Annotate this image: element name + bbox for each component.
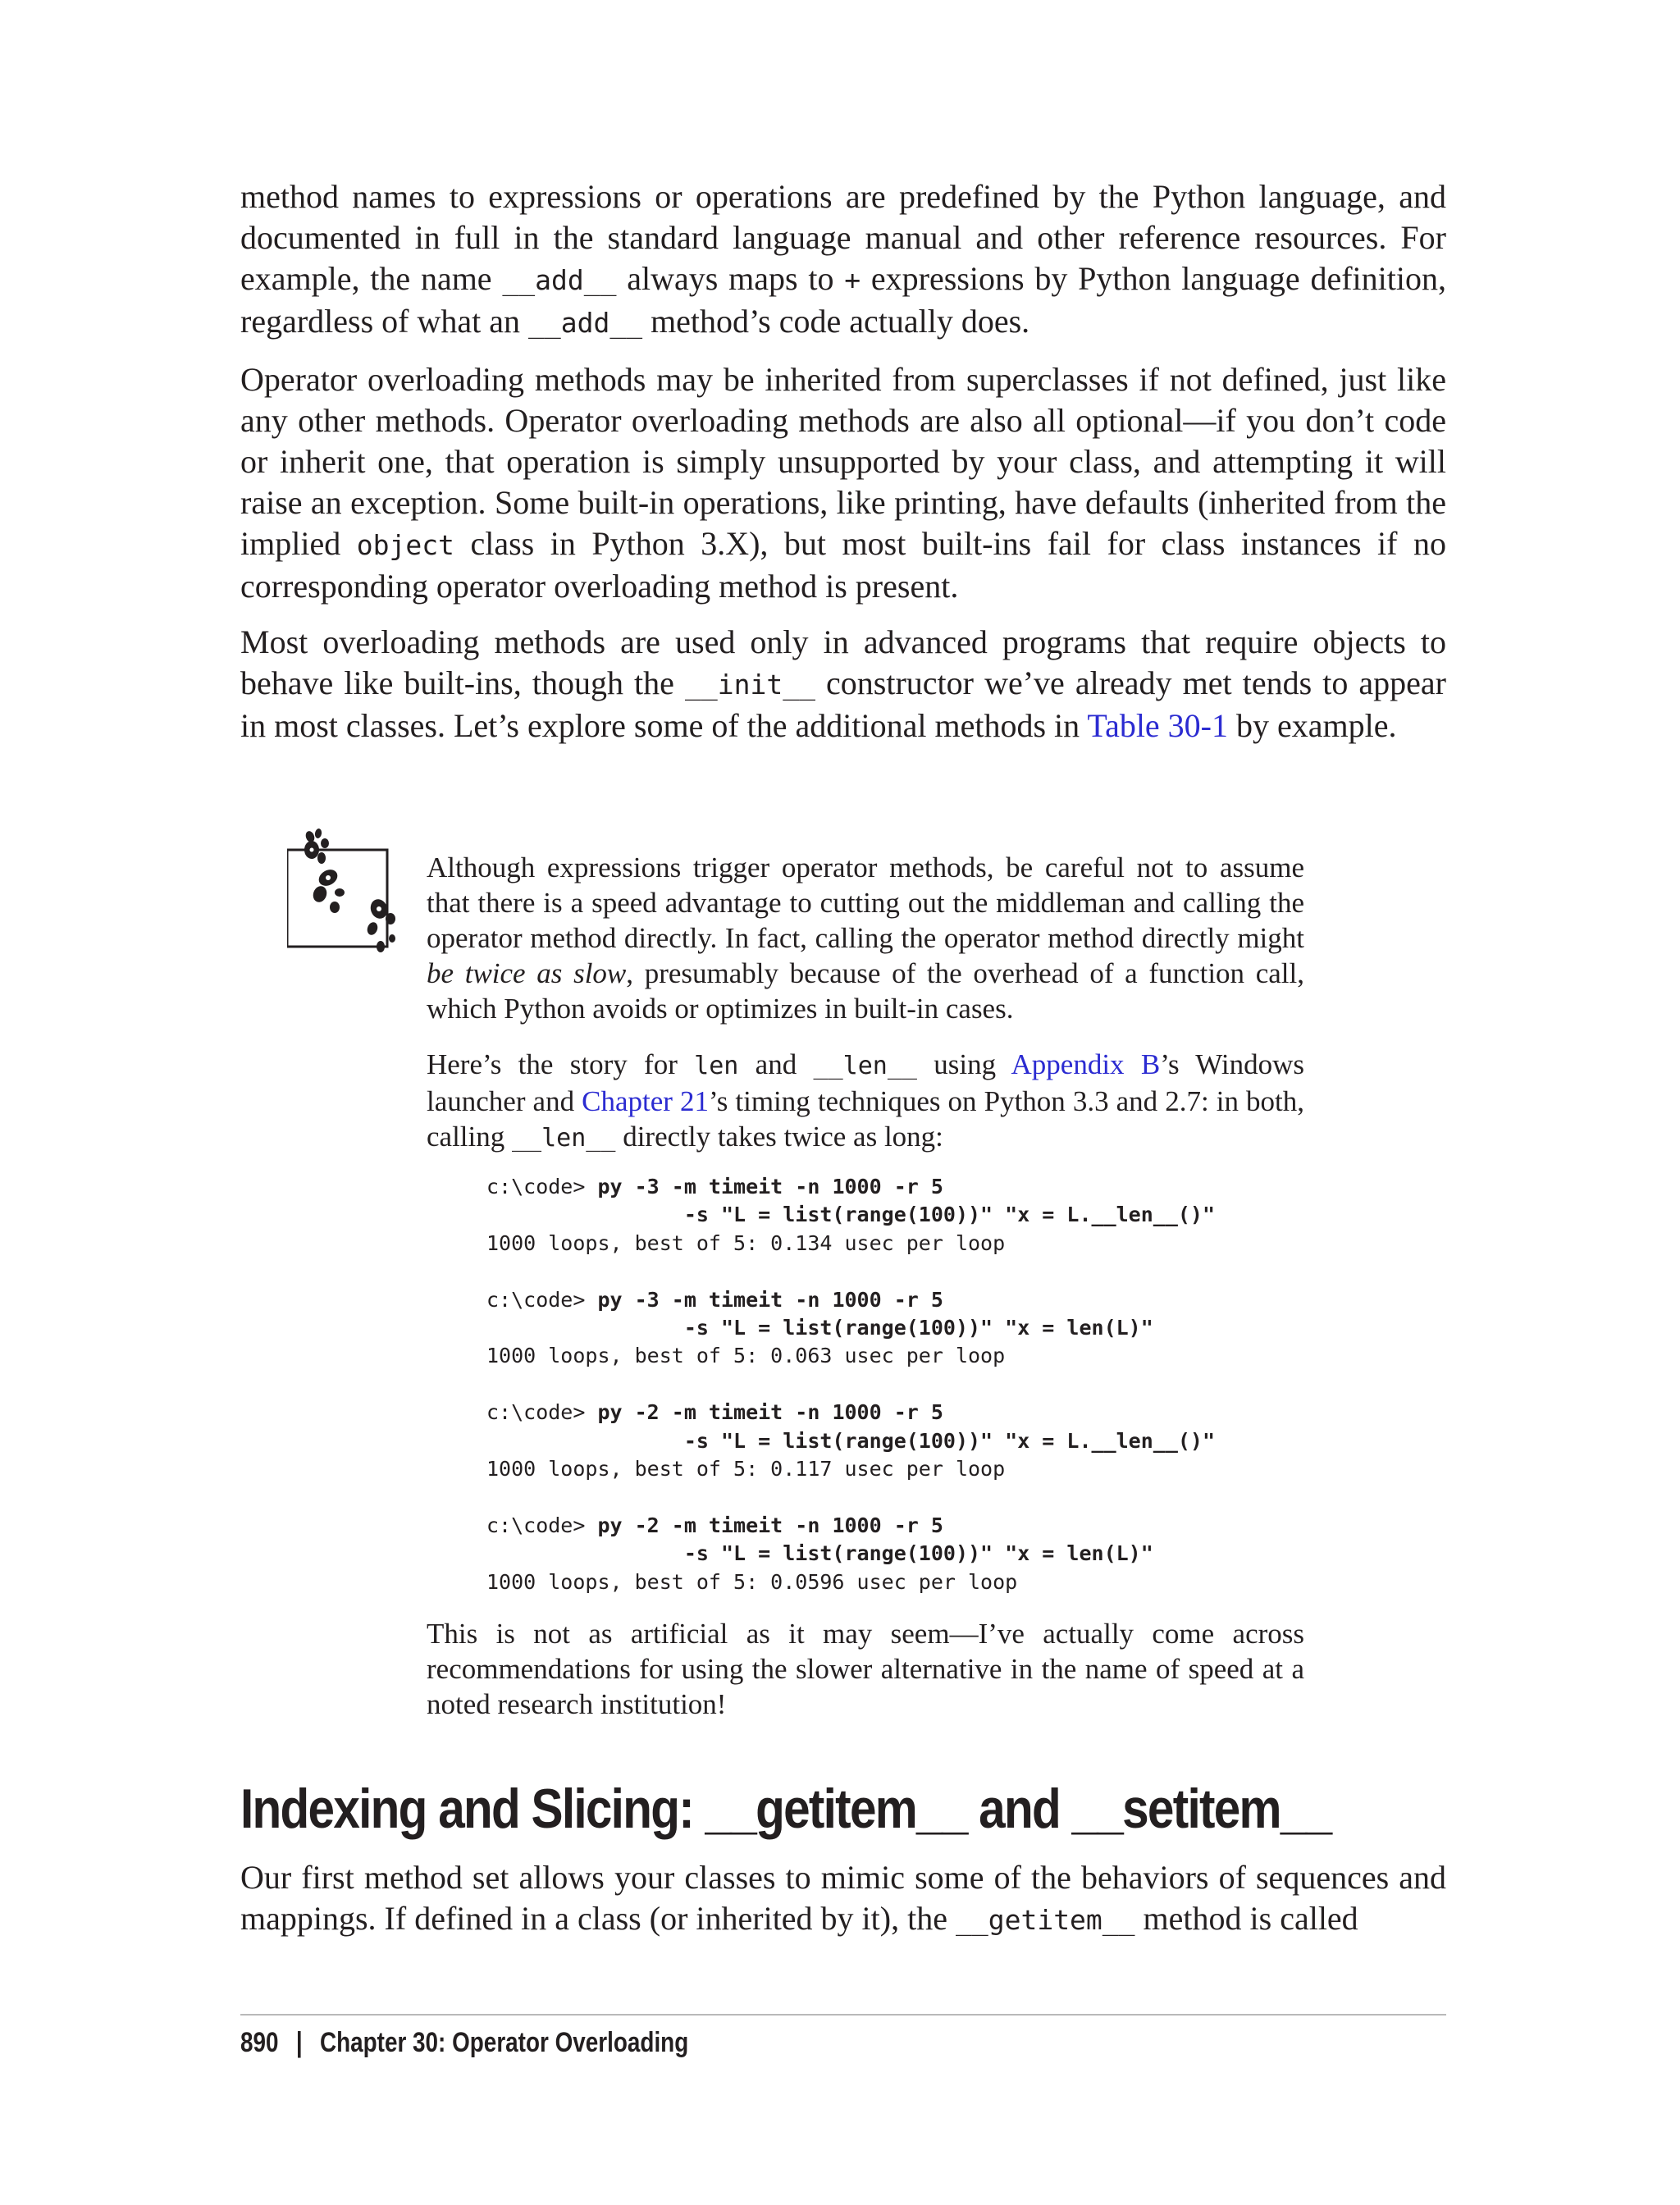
note-paragraph-len-story: Here’s the story for len and __len__ using Appendix B’s Windows launcher and Chapter 21’s timing techniques on Python 3.3 and 2.7: in both, calling __len__ directly takes twice as long: [427, 1048, 1305, 1153]
code-output: 1000 loops, best of 5: 0.063 usec per loop [486, 1344, 1006, 1368]
paragraph-inheritance: Operator overloading methods may be inherited from superclasses if not defined, just like any other methods. Operator overloading methods are also all optional—if you don’t code or inherit one, that operation is simply unsupported by your class, and attempting it will raise an exception. Some built-in operations, like printing, have defaults (inherited from the implied object class in Python 3.X), but most built-ins fail for class instances if no corresponding operator overloading method is present. [240, 361, 1446, 605]
code-output: 1000 loops, best of 5: 0.134 usec per loop [486, 1230, 1006, 1255]
inline-code: object [356, 529, 454, 561]
appendix-b-link[interactable]: Appendix B [1011, 1048, 1161, 1080]
inline-code: __add__ [502, 264, 617, 296]
inline-code: + [844, 264, 861, 296]
inline-code: __len__ [512, 1124, 616, 1153]
footprints-tip-icon [287, 827, 410, 966]
inline-code: __init__ [685, 669, 815, 701]
section-heading: Indexing and Slicing: __getitem__ and __setitem__ [240, 1778, 1331, 1840]
code-prompt: c:\code> [486, 1287, 598, 1312]
emphasis: be twice as slow [427, 957, 627, 989]
code-continuation: -s "L = list(range(100))" "x = L.__len__()" [486, 1203, 1216, 1227]
code-prompt: c:\code> [486, 1175, 598, 1198]
inline-code: __getitem__ [955, 1904, 1135, 1936]
code-command: py -3 -m timeit -n 1000 -r 5 [597, 1287, 943, 1312]
code-continuation: -s "L = list(range(100))" "x = len(L)" [486, 1316, 1153, 1340]
timeit-code-listing [486, 1173, 1215, 1596]
chapter-21-link[interactable]: Chapter 21 [582, 1085, 709, 1117]
page-number: 890 [240, 2027, 279, 2058]
footer-rule [240, 2014, 1446, 2016]
paragraph-advanced-programs: Most overloading methods are used only in advanced programs that require objects to behave like built-ins, though the __init__ constructor we’ve already met tends to appear in most classes. Let’s explore some of the additional methods in Table 30-1 by example. [240, 623, 1447, 744]
inline-code: __add__ [527, 307, 643, 339]
code-prompt: c:\code> [486, 1400, 598, 1425]
code-output: 1000 loops, best of 5: 0.117 usec per loop [486, 1457, 1006, 1481]
footer-separator: | [295, 2027, 303, 2058]
code-command: py -2 -m timeit -n 1000 -r 5 [597, 1400, 943, 1425]
code-output: 1000 loops, best of 5: 0.0596 usec per loop [486, 1569, 1018, 1594]
table-reference-link[interactable]: Table 30-1 [1087, 707, 1229, 744]
code-prompt: c:\code> [486, 1513, 598, 1537]
note-paragraph-speed: Although expressions trigger operator methods, be careful not to assume that there is a speed advantage to cutting out the middleman and calling the operator method directly. In fact, calling the operator method directly might be twice as slow, presumably because of the overhead of a function call, which Python avoids or optimizes in built-in cases. [427, 851, 1304, 1025]
inline-code: __len__ [813, 1052, 917, 1080]
inline-code: len [694, 1052, 739, 1080]
code-continuation: -s "L = list(range(100))" "x = len(L)" [486, 1541, 1153, 1566]
note-paragraph-artificial: This is not as artificial as it may seem—I’ve actually come across recommendations for using the slower alternative in the name of speed at a noted research institution! [427, 1618, 1304, 1720]
code-continuation: -s "L = list(range(100))" "x = L.__len__()" [486, 1428, 1216, 1453]
page-footer [240, 2026, 688, 2059]
paragraph-getitem-intro: Our first method set allows your classes to mimic some of the behaviors of sequences and mappings. If defined in a class (or inherited by it), the __getitem__ method is called [240, 1859, 1446, 1937]
paragraph-method-names: method names to expressions or operations are predefined by the Python language, and documented in full in the standard language manual and other reference resources. For example, the name __add__ always maps to + expressions by Python language definition, regardless of what an __add__ method’s code actually does. [240, 178, 1446, 340]
chapter-title: Chapter 30: Operator Overloading [319, 2027, 689, 2058]
code-command: py -2 -m timeit -n 1000 -r 5 [597, 1513, 943, 1537]
code-command: py -3 -m timeit -n 1000 -r 5 [597, 1175, 943, 1198]
